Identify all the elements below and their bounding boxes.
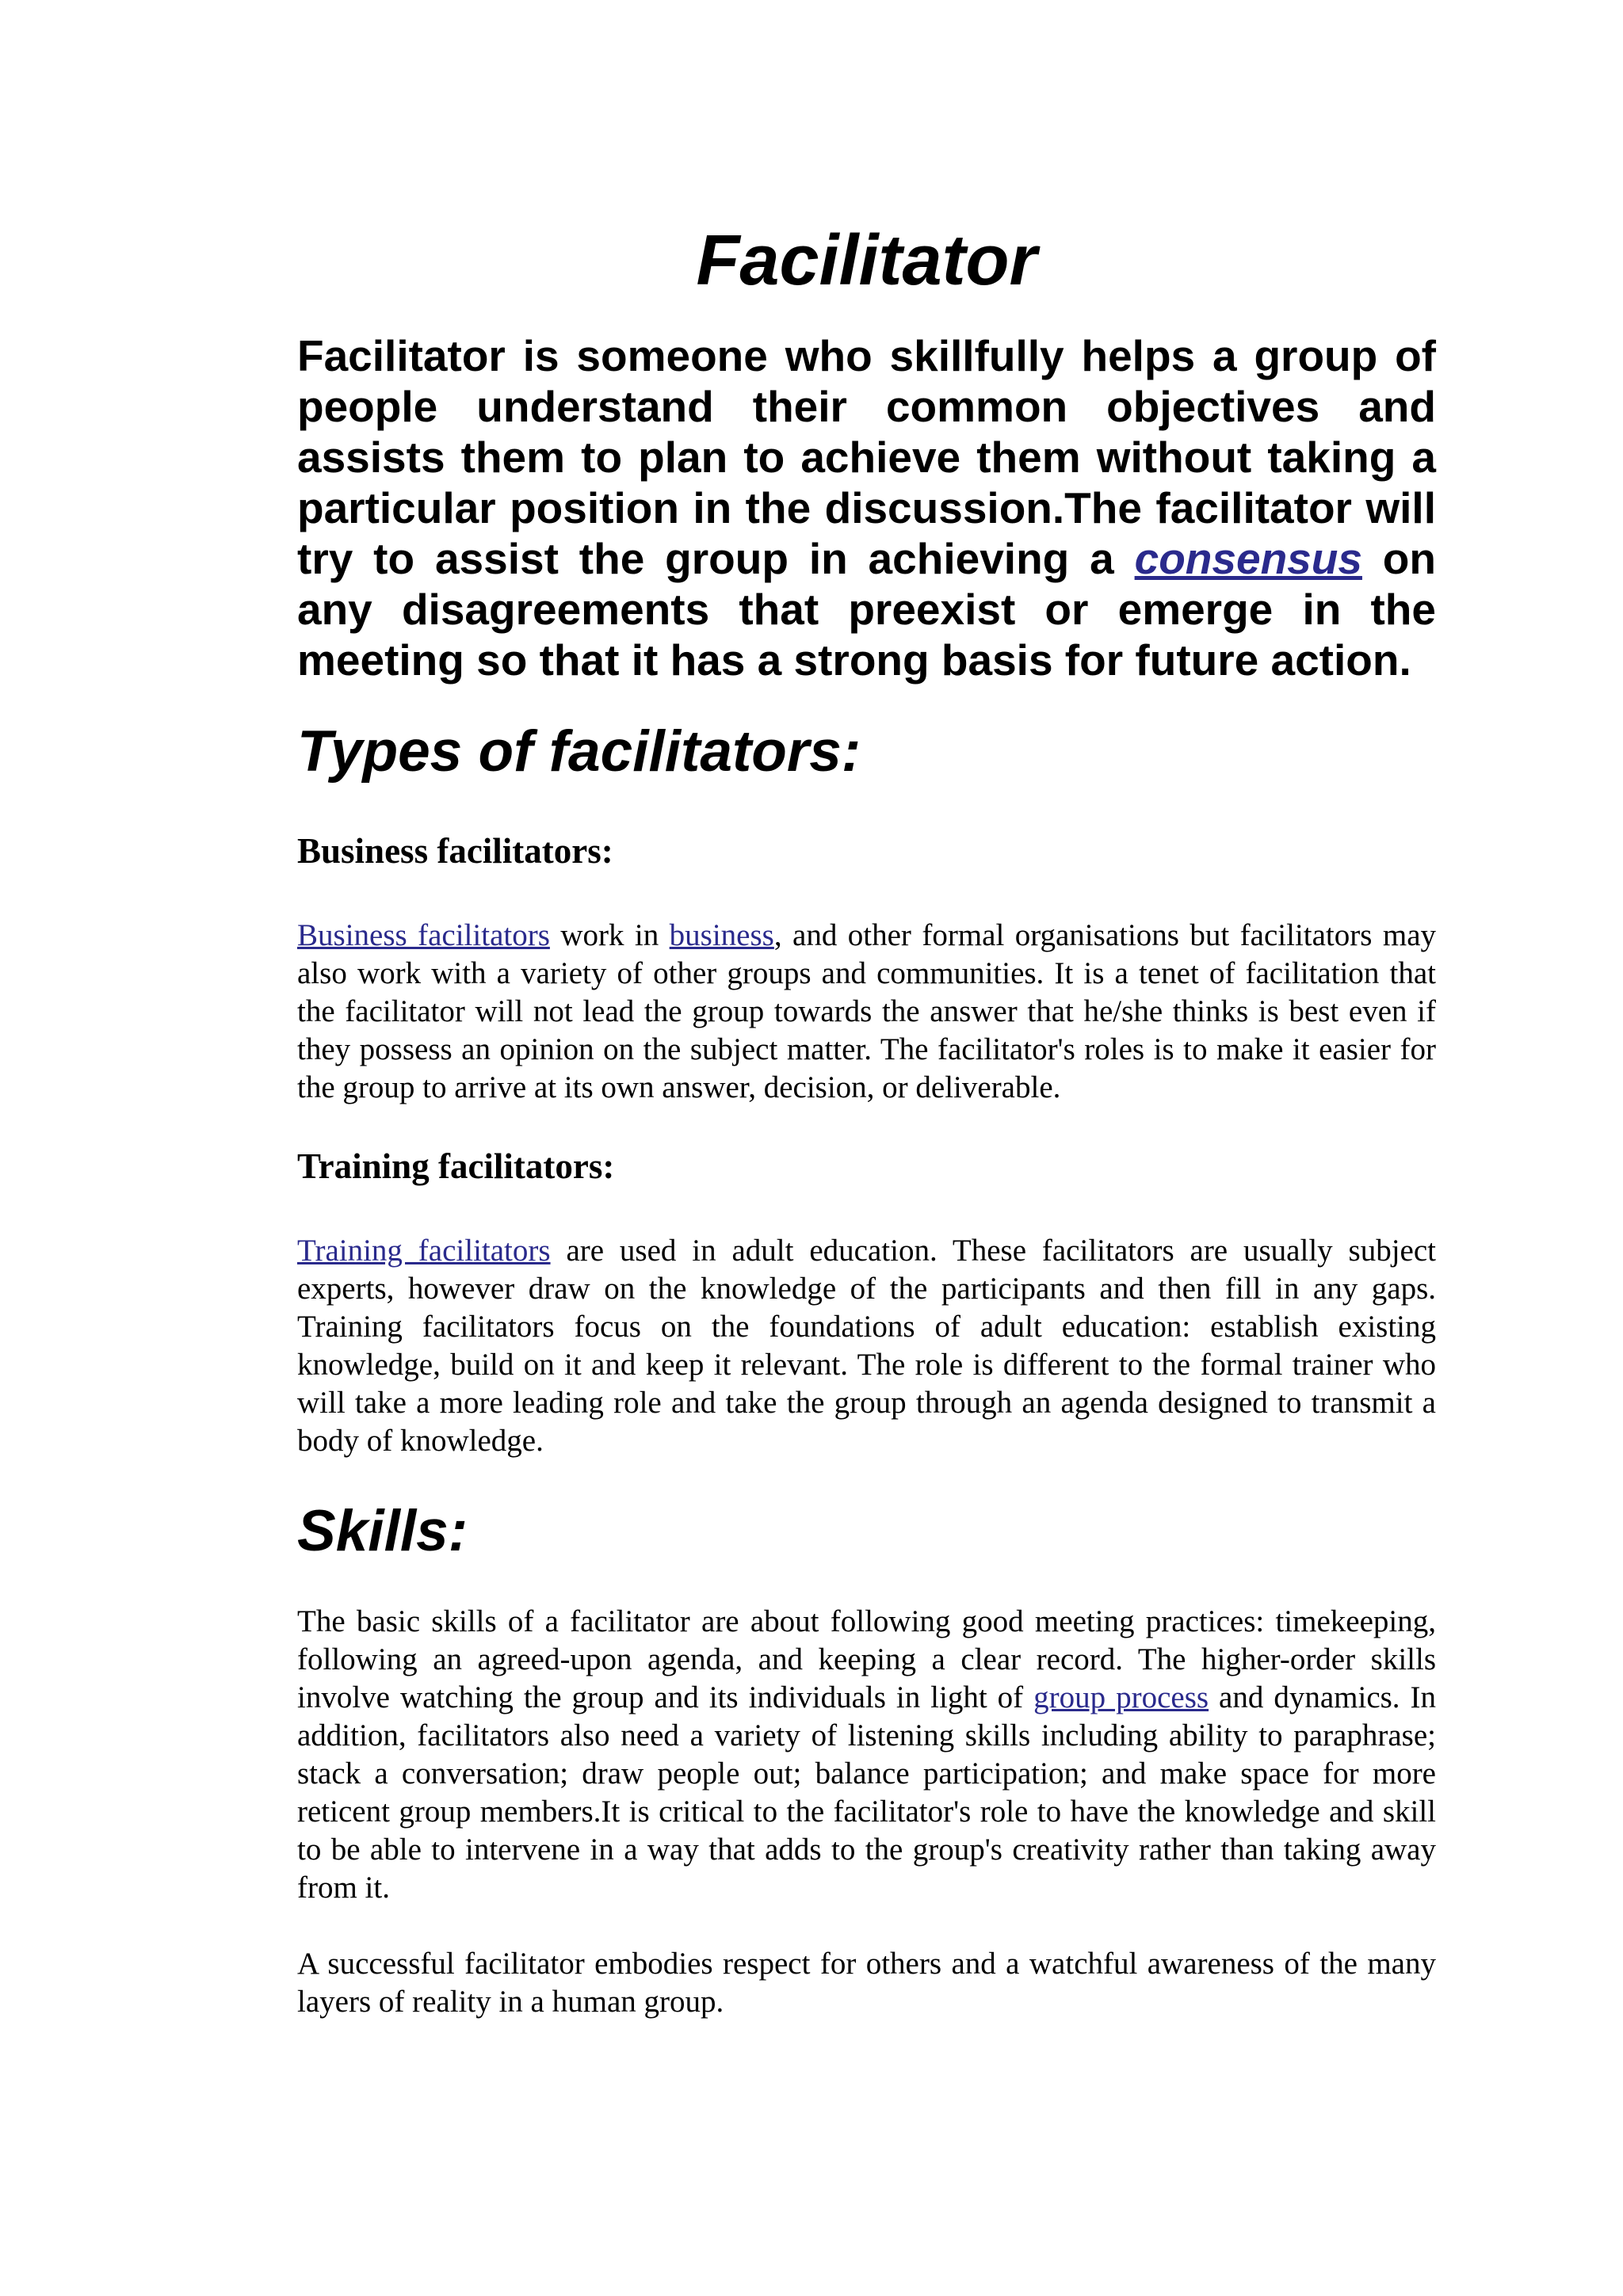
types-heading: Types of facilitators:: [297, 719, 861, 784]
page-title: Facilitator: [696, 221, 1037, 300]
training-facilitators-link[interactable]: Training facilitators: [297, 1233, 551, 1268]
intro-text-after-link: on any disagreements that preexist or emerge in the meeting so that it has a strong basis for future action.: [297, 534, 1437, 685]
skills-heading: Skills:: [297, 1498, 468, 1563]
business-text-1: work in: [549, 917, 670, 952]
business-facilitators-paragraph: [297, 917, 1436, 1107]
training-text: are used in adult education. These facilitators are usually subject experts, however draw on the knowledge of the participants and then fill in any gaps. Training facilitators focus on the foundations of adult education: establish existing knowledge, build on it and keep it relevant. The role is different to the formal trainer who will take a more leading role and take the group through an agenda designed to transmit a body of knowledge.: [297, 1233, 1436, 1458]
group-process-link[interactable]: group process: [1033, 1680, 1209, 1714]
intro-text-before-link: Facilitator is someone who skillfully helps a group of people understand their common objectives and assists them to plan to achieve them without taking a particular position in the discussion.The facilitator will try to assist the group in achieving a: [297, 331, 1436, 583]
training-facilitators-paragraph: [297, 1232, 1436, 1460]
business-link[interactable]: business: [669, 917, 774, 952]
consensus-link[interactable]: consensus: [1134, 534, 1362, 583]
business-text-2: , and other formal organisations but facilitators may also work with a variety of other groups and communities. It is a tenet of facilitation that the facilitator will not lead the group towards the answer that he/she thinks is best even if they possess an opinion on the subject matter. The facilitator's roles is to make it easier for the group to arrive at its own answer, decision, or deliverable.: [297, 917, 1437, 1104]
skills-paragraph-2: A successful facilitator embodies respect for others and a watchful awareness of the many layers of reality in a human group.: [297, 1946, 1436, 2019]
document-page: [297, 222, 1436, 2059]
business-facilitators-heading: Business facilitators:: [297, 830, 613, 871]
intro-paragraph: [297, 330, 1436, 685]
training-facilitators-heading: Training facilitators:: [297, 1146, 615, 1186]
skills-text-before-link: The basic skills of a facilitator are about following good meeting practices: timekeeping, following an agreed-upon agenda, and keeping a clear record. The higher-order skills involve watching the group and its individuals in light of: [297, 1604, 1436, 1714]
business-facilitators-link[interactable]: Business facilitators: [297, 917, 550, 952]
skills-paragraph-1: [297, 1603, 1436, 1907]
skills-text-after-link: and dynamics. In addition, facilitators also need a variety of listening skills including ability to paraphrase; stack a conversation; draw people out; balance participation; and make space for more reticent group members.It is critical to the facilitator's role to have the knowledge and skill to be able to intervene in a way that adds to the group's creativity rather than taking away from it.: [297, 1680, 1437, 1905]
